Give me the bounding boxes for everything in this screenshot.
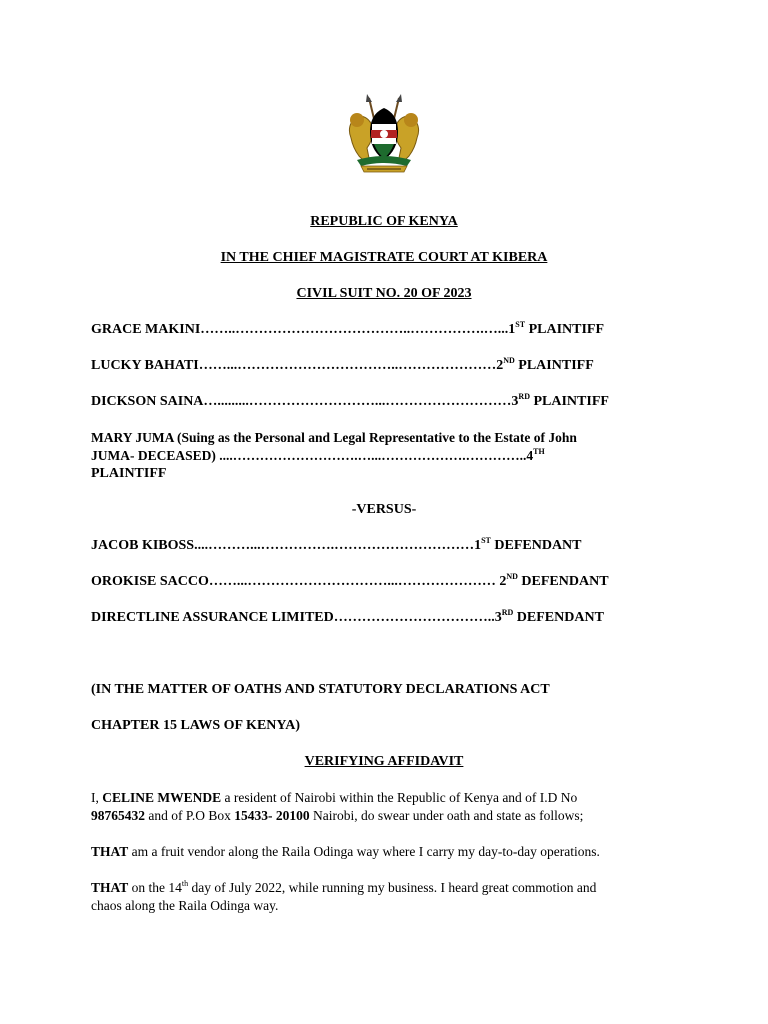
kenya-coat-of-arms-icon (339, 90, 429, 180)
paragraph-commotion: THAT on the 14th day of July 2022, while running my business. I heard great commotion and chaos along the Raila Odinga way. (91, 879, 597, 913)
versus-label: -VERSUS- (351, 502, 417, 517)
defendant-1-line: JACOB KIBOSS....………...…………….…………………………1ST DEFENDANT (91, 536, 582, 553)
matter-line-2: CHAPTER 15 LAWS OF KENYA) (91, 718, 300, 733)
paragraph-fruit-vendor: THAT am a fruit vendor along the Raila Odinga way where I carry my day-to-day operations. (91, 844, 600, 859)
deponent-paragraph: I, CELINE MWENDE a resident of Nairobi within the Republic of Kenya and of I.D No 98765432 and of P.O Box 15433- 20100 Nairobi, do swear under oath and state as follows; (91, 790, 584, 823)
plaintiff-3-line: DICKSON SAINA….........………………………...………………………3RD PLAINTIFF (91, 392, 609, 409)
plaintiff-4-line-3: PLAINTIFF (91, 466, 167, 481)
suit-number-heading: CIVIL SUIT NO. 20 OF 2023 (296, 286, 472, 301)
defendant-3-line: DIRECTLINE ASSURANCE LIMITED……………………………..3RD DEFENDANT (91, 608, 604, 625)
defendant-2-line: OROKISE SACCO……...…………………………...………………… 2ND DEFENDANT (91, 572, 609, 589)
plaintiff-4-line-2: JUMA- DECEASED) ....……………………….…...……………….…………..4TH (91, 447, 545, 463)
court-heading: IN THE CHIEF MAGISTRATE COURT AT KIBERA (220, 250, 548, 265)
plaintiff-1-line: GRACE MAKINI……..………………………………..…………….…...1ST PLAINTIFF (91, 320, 605, 337)
affidavit-title: VERIFYING AFFIDAVIT (304, 754, 464, 769)
matter-line-1: (IN THE MATTER OF OATHS AND STATUTORY DECLARATIONS ACT (91, 682, 550, 697)
republic-heading: REPUBLIC OF KENYA (310, 214, 458, 229)
plaintiff-2-line: LUCKY BAHATI……...……………………………..…………………2ND PLAINTIFF (91, 356, 594, 373)
plaintiff-4-line-1: MARY JUMA (Suing as the Personal and Legal Representative to the Estate of John (91, 430, 577, 445)
